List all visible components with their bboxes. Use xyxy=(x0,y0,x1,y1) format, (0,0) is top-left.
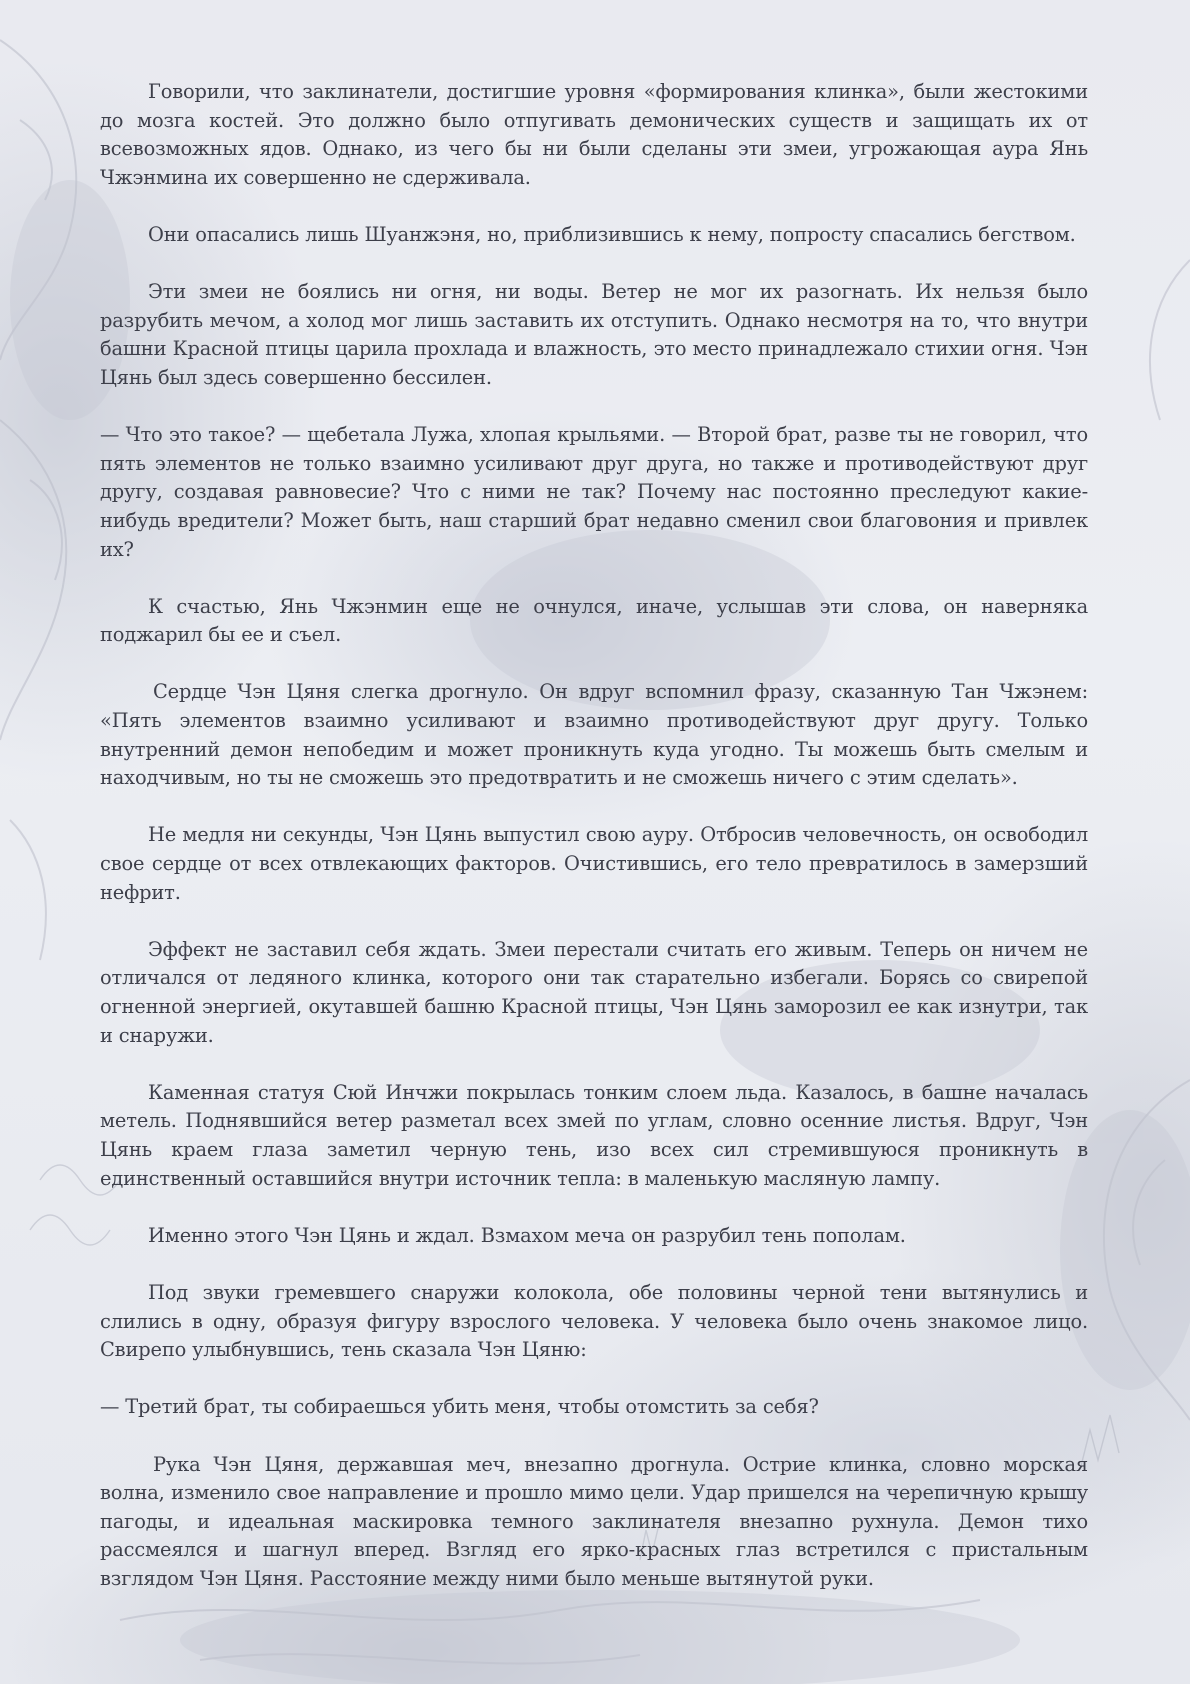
chapter-text xyxy=(100,78,1088,1622)
paragraph: Сердце Чэн Цяня слегка дрогнуло. Он вдруг вспомнил фразу, сказанную Тан Чжэнем: «Пять элементов взаимно усиливают и взаимно противодействуют друг другу. Только внутренний демон непобедим и может проникнуть куда угодно. Ты можешь быть смелым и находчивым, но ты не сможешь это предотвратить и не сможешь ничего с этим сделать». xyxy=(100,680,1088,790)
paragraph: Не медля ни секунды, Чэн Цянь выпустил свою ауру. Отбросив человечность, он освободил свое сердце от всех отвлекающих факторов. Очистившись, его тело превратилось в замерзший нефрит. xyxy=(100,823,1088,904)
paragraph: Они опасались лишь Шуанжэня, но, приблизившись к нему, попросту спасались бегством. xyxy=(148,222,1076,246)
paragraph: — Третий брат, ты собираешься убить меня, чтобы отомстить за себя? xyxy=(100,1395,819,1419)
paragraph: Эти змеи не боялись ни огня, ни воды. Ветер не мог их разогнать. Их нельзя было разрубить мечом, а холод мог лишь заставить их отступить. Однако несмотря на то, что внутри башни Красной птицы царила прохлада и влажность, это место принадлежало стихии огня. Чэн Цянь был здесь совершенно бессилен. xyxy=(100,280,1088,389)
paragraph: Именно этого Чэн Цянь и ждал. Взмахом меча он разрубил тень пополам. xyxy=(148,1223,906,1247)
paragraph: Эффект не заставил себя ждать. Змеи перестали считать его живым. Теперь он ничем не отличался от ледяного клинка, которого они так старательно избегали. Борясь со свирепой огненной энергией, окутавшей башню Красной птицы, Чэн Цянь заморозил ее как изнутри, так и снаружи. xyxy=(100,937,1088,1047)
paragraph: К счастью, Янь Чжэнмин еще не очнулся, иначе, услышав эти слова, он наверняка поджарил бы ее и съел. xyxy=(100,594,1088,647)
paragraph: Под звуки гремевшего снаружи колокола, обе половины черной тени вытянулись и слились в одну, образуя фигуру взрослого человека. У человека было очень знакомое лицо. Свирепо улыбнувшись, тень сказала Чэн Цяню: xyxy=(100,1280,1088,1362)
paragraph: Говорили, что заклинатели, достигшие уровня «формирования клинка», были жестокими до мозга костей. Это должно было отпугивать демонических существ и защищать их от всевозможных ядов. Однако, из чего бы ни были сделаны эти змеи, угрожающая аура Янь Чжэнмина их совершенно не сдерживала. xyxy=(100,80,1088,189)
paragraph: — Что это такое? — щебетала Лужа, хлопая крыльями. — Второй брат, разве ты не говорил, что пять элементов не только взаимно усиливают друг друга, но также и противодействуют друг другу, создавая равновесие? Что с ними не так? Почему нас постоянно преследуют какие-нибудь вредители? Может быть, наш старший брат недавно сменил свои благовония и привлек их? xyxy=(100,423,1088,561)
paragraph: Каменная статуя Сюй Инчжи покрылась тонким слоем льда. Казалось, в башне началась метель. Поднявшийся ветер разметал всех змей по углам, словно осенние листья. Вдруг, Чэн Цянь краем глаза заметил черную тень, изо всех сил стремившуюся проникнуть в единственный оставшийся внутри источник тепла: в маленькую масляную лампу. xyxy=(100,1080,1088,1190)
paragraph: Рука Чэн Цяня, державшая меч, внезапно дрогнула. Острие клинка, словно морская волна, изменило свое направление и прошло мимо цели. Удар пришелся на черепичную крышу пагоды, и идеальная маскировка темного заклинателя внезапно рухнула. Демон тихо рассмеялся и шагнул вперед. Взгляд его ярко-красных глаз встретился с пристальным взглядом Чэн Цяня. Расстояние между ними было меньше вытянутой руки. xyxy=(100,1452,1088,1590)
